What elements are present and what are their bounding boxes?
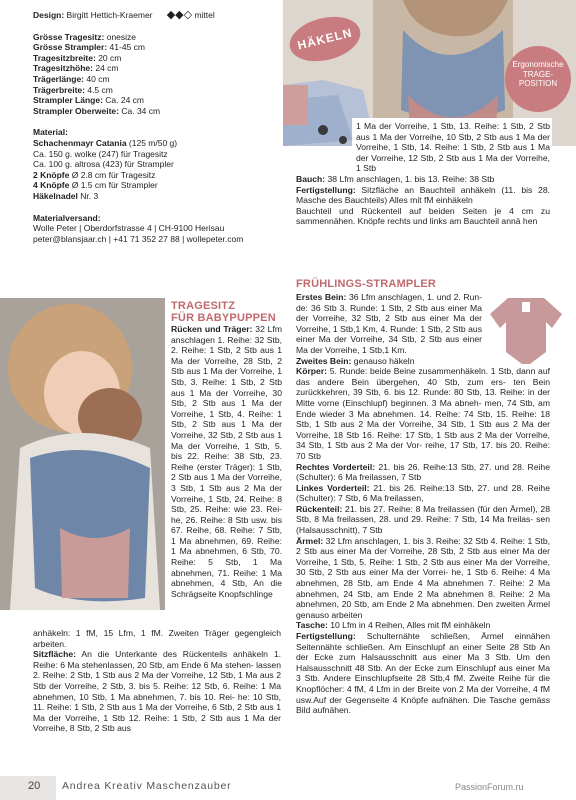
- design-line: Design: Birgitt Hettich-Kraemer ◆◆◇ mittel: [33, 9, 215, 21]
- strampler-paragraph: Linkes Vorderteil: 21. bis 26. Reihe:13 Stb, 27. und 28. Reihe (Schulter): 7 Stb, 6 Ma freilassen,: [296, 482, 550, 504]
- material-info: [33, 10, 278, 244]
- section-subheading: FÜR BABYPUPPEN: [171, 312, 276, 324]
- strampler-section: [296, 278, 550, 716]
- size-item: Grösse Strampler: 41-45 cm: [33, 42, 145, 53]
- continued-rows: 1 Ma der Vorreihe, 1 Stb, 13. Reihe: 1 Stb, 2 Stb aus 1 Ma der Vorreihe, 10 Stb, 2 Stb aus 1 Ma der Vorreihe, 1 Stb, 14. Reihe: 1 Stb, 2 Stb aus 1 Ma der Vorreihe, 12 Stb, 2 Stb aus 1 Ma der Vorreihe, 1 Stb: [356, 121, 550, 174]
- strampler-paragraph: Rechtes Vorderteil: 21. bis 26. Reihe:13 Stb, 27. und 28. Reihe (Schulter): 6 Ma freilassen, 7 Stb: [296, 461, 550, 483]
- strampler-paragraph: Zweites Bein: genauso häkeln: [296, 355, 415, 366]
- photo-child-with-doll: [0, 298, 165, 610]
- finishing-paragraph: Fertigstellung: Sitzfläche an Bauchteil anhäkeln (11. bis 28. Masche des Bauchteils) Alles mit fM einhäkeln: [296, 184, 550, 206]
- size-item: Grösse Tragesitz: onesize: [33, 31, 137, 42]
- size-item: Tragesitzbreite: 20 cm: [33, 52, 122, 63]
- shipping-label: Materialversand:: [33, 212, 101, 223]
- size-item: Trägerbreite: 4.5 cm: [33, 84, 113, 95]
- section-heading: FRÜHLINGS-STRAMPLER: [296, 278, 437, 290]
- size-item: Strampler Länge: Ca. 24 cm: [33, 95, 145, 106]
- strampler-paragraph: Rückenteil: 21. bis 27. Reihe: 8 Ma freilassen (für den Ärmel), 28 Stb, 8 Ma freilassen, 28. und 29. Reihe: 7 Stb, 14 Ma freilas- sen (Halsausschnitt), 7 Stb: [296, 503, 550, 536]
- tragesitz-section: [171, 300, 282, 599]
- strampler-paragraph: Ärmel: 32 Lfm anschlagen, 1. bis 3. Reihe: 32 Stb 4. Reihe: 1 Stb, 2 Stb aus einer Ma der Vorreihe, 28 Stb, 2 Stb aus einer Ma der Vorreihe, 1 Stb, 5. Reihe: 1 Stb, 2 Stb aus einer Ma der Vorreihe, 30 Stb, 2 Stb aus einer Ma der Vorrei- he, 1 Stb 6. Reihe: 4 Ma abnehmen, 28 Stb, am Ende 4 Ma abnehmen 7. Reihe: 2 Ma abnehmen, 24 Stb, am Ende 2 Ma abnehmen 8. Reihe: 2 Ma abnehmen, 20 Stb, am Ende 2 Ma abnehmen. Den zweiten Ärmel genauso arbeiten: [296, 535, 550, 620]
- page-number: 20: [28, 780, 41, 792]
- continued-text: anhäkeln: 1 fM, 15 Lfm, 1 fM. Zweiten Träger gegengleich arbeiten.: [33, 628, 281, 649]
- section-heading: TRAGESITZ: [171, 300, 236, 312]
- watermark: PassionForum.ru: [455, 782, 524, 792]
- size-item: Trägerlänge: 40 cm: [33, 73, 110, 84]
- material-line: Ca. 100 g. altrosa (423) für Strampler: [33, 159, 174, 170]
- haekeln-badge: HÄKELN: [285, 10, 365, 68]
- sizes-list: [33, 32, 278, 117]
- sitzflaeche-paragraph: Sitzfläche: An die Unterkante des Rückenteils anhäkeln 1. Reihe: 6 Ma stehenlassen, 20 Stb, am Ende 6 Ma stehen- lassen 2. Reihe: 2 Stb, 1 Stb aus 2 Ma der Vorreihe, 12 Stb, 1 Ma aus 2 Stb der Vorreihe, 2 Stb, 3. bis 5. Reihe: 12 Stb, 6. Reihe: 1 Ma abnehmen, 10 Stb, 1 Ma abnehmen, 7. bis 10. Rei- he: 10 Stb, 11. Reihe: 1 Stb, 2 Stb aus 1 Ma der Vorreihe, 6 Stb, 2 Stb aus 1 Ma der Vorreihe, 1 Stb 12. Reihe: 1 Stb, 2 Stb aus 1 Ma der Vorreihe, 8 Stb, 2 Stb aus: [33, 649, 281, 734]
- hook-line: Häkelnadel Nr. 3: [33, 190, 99, 201]
- strampler-paragraph: Fertigstellung: Schulternähte schließen, Ärmel einnähen Seitennähte schließen. Am Einschlupf an einer Seite 28 Stb An der Ecke zum Halsausschnitt aus einer Ma 3 Stb. Um den Halsausschnitt 48 Stb. An der Ecke zum Einschlupf aus einer Ma 3 Stb. Andere Einschlupfseite 28 Stb,4 fM. Zweite Reihe für die Knopflöcher: 4 fM, 4 Lfm in der Breite von 2 Ma der Vorreihe, 4 fM usw.Auf der Gegenseite 4 Knöpfe aufnähen. Die Tasche gemäss Bild aufnähen.: [296, 631, 550, 716]
- magazine-title: Andrea Kreativ Maschenzauber: [62, 780, 232, 792]
- shipping-line: peter@blansjaar.ch | +41 71 352 27 88 | wollepeter.com: [33, 233, 244, 244]
- size-item: Tragesitzhöhe: 24 cm: [33, 63, 119, 74]
- shipping-line: Wolle Peter | Oberdorfstrasse 4 | CH-9100 Herisau: [33, 223, 225, 234]
- tragesitz-instructions: Rücken und Träger: 32 Lfm anschlagen 1. Reihe: 32 Stb, 2. Reihe: 1 Stb, 2 Stb aus 1 Ma der Vorreihe, 28 Stb, 2 Stb aus 1 Ma der Vorreihe, 1 Stb, 3. Reihe: 1 Stb, 2 Stb aus 1 Ma der Vorreihe, 30 Stb, 2 Stb aus 1 Ma der Vorreihe, 1 Stb, 4. Reihe: 1 Stb, 2 Stb aus 1 Ma der Vorreihe, 32 Stb, 2 Stb aus 1 Ma der Vorreihe, 1 Stb, 5. bis 22. Reihe: 38 Stb, 23. Reihe (erster Träger): 1 Stb, 2 Stb aus 1 Ma der Vorreihe, 3 Stb, 1 Stb aus 2 Ma der Vorreihe, 1 Stb, 24. Reihe: 8 Stb, 25. Reihe: wie 23. Rei- he, 26. Reihe: 8 Stb usw. bis 67. Reihe, 68. Reihe: 7 Stb, 1 Ma abnehmen, 69. Reihe: 1 Ma abnehmen, 6 Stb, 70. Reihe: 5 Stb, 1 Ma abnehmen, 71. Reihe: 1 Ma abnehmen, 4 Stb, An die Schrägseite Knopfschlinge: [171, 324, 282, 599]
- bauch-paragraph: Bauch: 38 Lfm anschlagen, 1. bis 13. Reihe: 38 Stb: [296, 173, 495, 184]
- strampler-paragraph: Körper: 5. Runde: beide Beine zusammenhäkeln. 1 Stb, dann auf das andere Bein übergehen, 40 Stb, zum ers- ten Bein zurückkehren, 39 Stb, 6. bis 12. Runde: 80 Stb, 13. Reihe: in der Mitte vorne (Einschlupf) beginnen. 3 Ma abneh- men, 74 Stb, am Ende wieder 3 Ma abnehmen. 14. Reihe: 74 Stb, 15. Reihe: 18 Stb, 1 Stb aus 2 Ma der Vorreihe, 34 Stb, 1 Stb aus 2 Ma der Vorreihe, 18 Stb 16. Reihe: 17 Stb, 1 Stb aus 2 Ma der Vorreihe, 34 Stb, 1 Stb aus 2 Ma der Vor- reihe, 17 Stb, 17. bis 20. Reihe: 70 Stb: [296, 366, 550, 461]
- strampler-paragraph: Erstes Bein: 36 Lfm anschlagen, 1. und 2. Run- de: 36 Stb 3. Runde: 1 Stb, 2 Stb aus einer Ma der Vorreihe, 32 Stb, 2 Stb aus einer Ma der Vorreihe, 1 Stb,1 Km, 4. Runde: 1 Stb, 2 Stb aus einer Ma der Vorreihe, 34 Stb, 2 Stb aus einer Ma der Vorreihe, 1 Stb,1 Km.: [296, 292, 482, 355]
- button-line: 2 Knöpfe Ø 2.8 cm für Tragesitz: [33, 169, 156, 180]
- material-line: Ca. 150 g. wolke (247) für Tragesitz: [33, 148, 168, 159]
- size-item: Strampler Oberweite: Ca. 34 cm: [33, 105, 161, 116]
- material-label: Material:: [33, 127, 68, 138]
- button-line: 4 Knöpfe Ø 1.5 cm für Strampler: [33, 180, 158, 191]
- right-top-text: [296, 121, 550, 227]
- yarn-line: Schachenmayr Catania (125 m/50 g): [33, 137, 178, 148]
- ergonomic-badge: Ergonomische TRAGE- POSITION: [505, 46, 571, 112]
- photo-illustration: [0, 298, 165, 610]
- difficulty-icon: ◆◆◇: [166, 9, 193, 21]
- strampler-paragraph: Tasche: 10 Lfm in 4 Reihen, Alles mit fM einhäkeln: [296, 620, 491, 631]
- finishing-paragraph-2: Bauchteil und Rückenteil auf beiden Seiten je 4 cm zu sammennähen. Knöpfe rechts und links am Bauchteil annä hen: [296, 205, 550, 227]
- sitzflaeche-section: [33, 628, 281, 734]
